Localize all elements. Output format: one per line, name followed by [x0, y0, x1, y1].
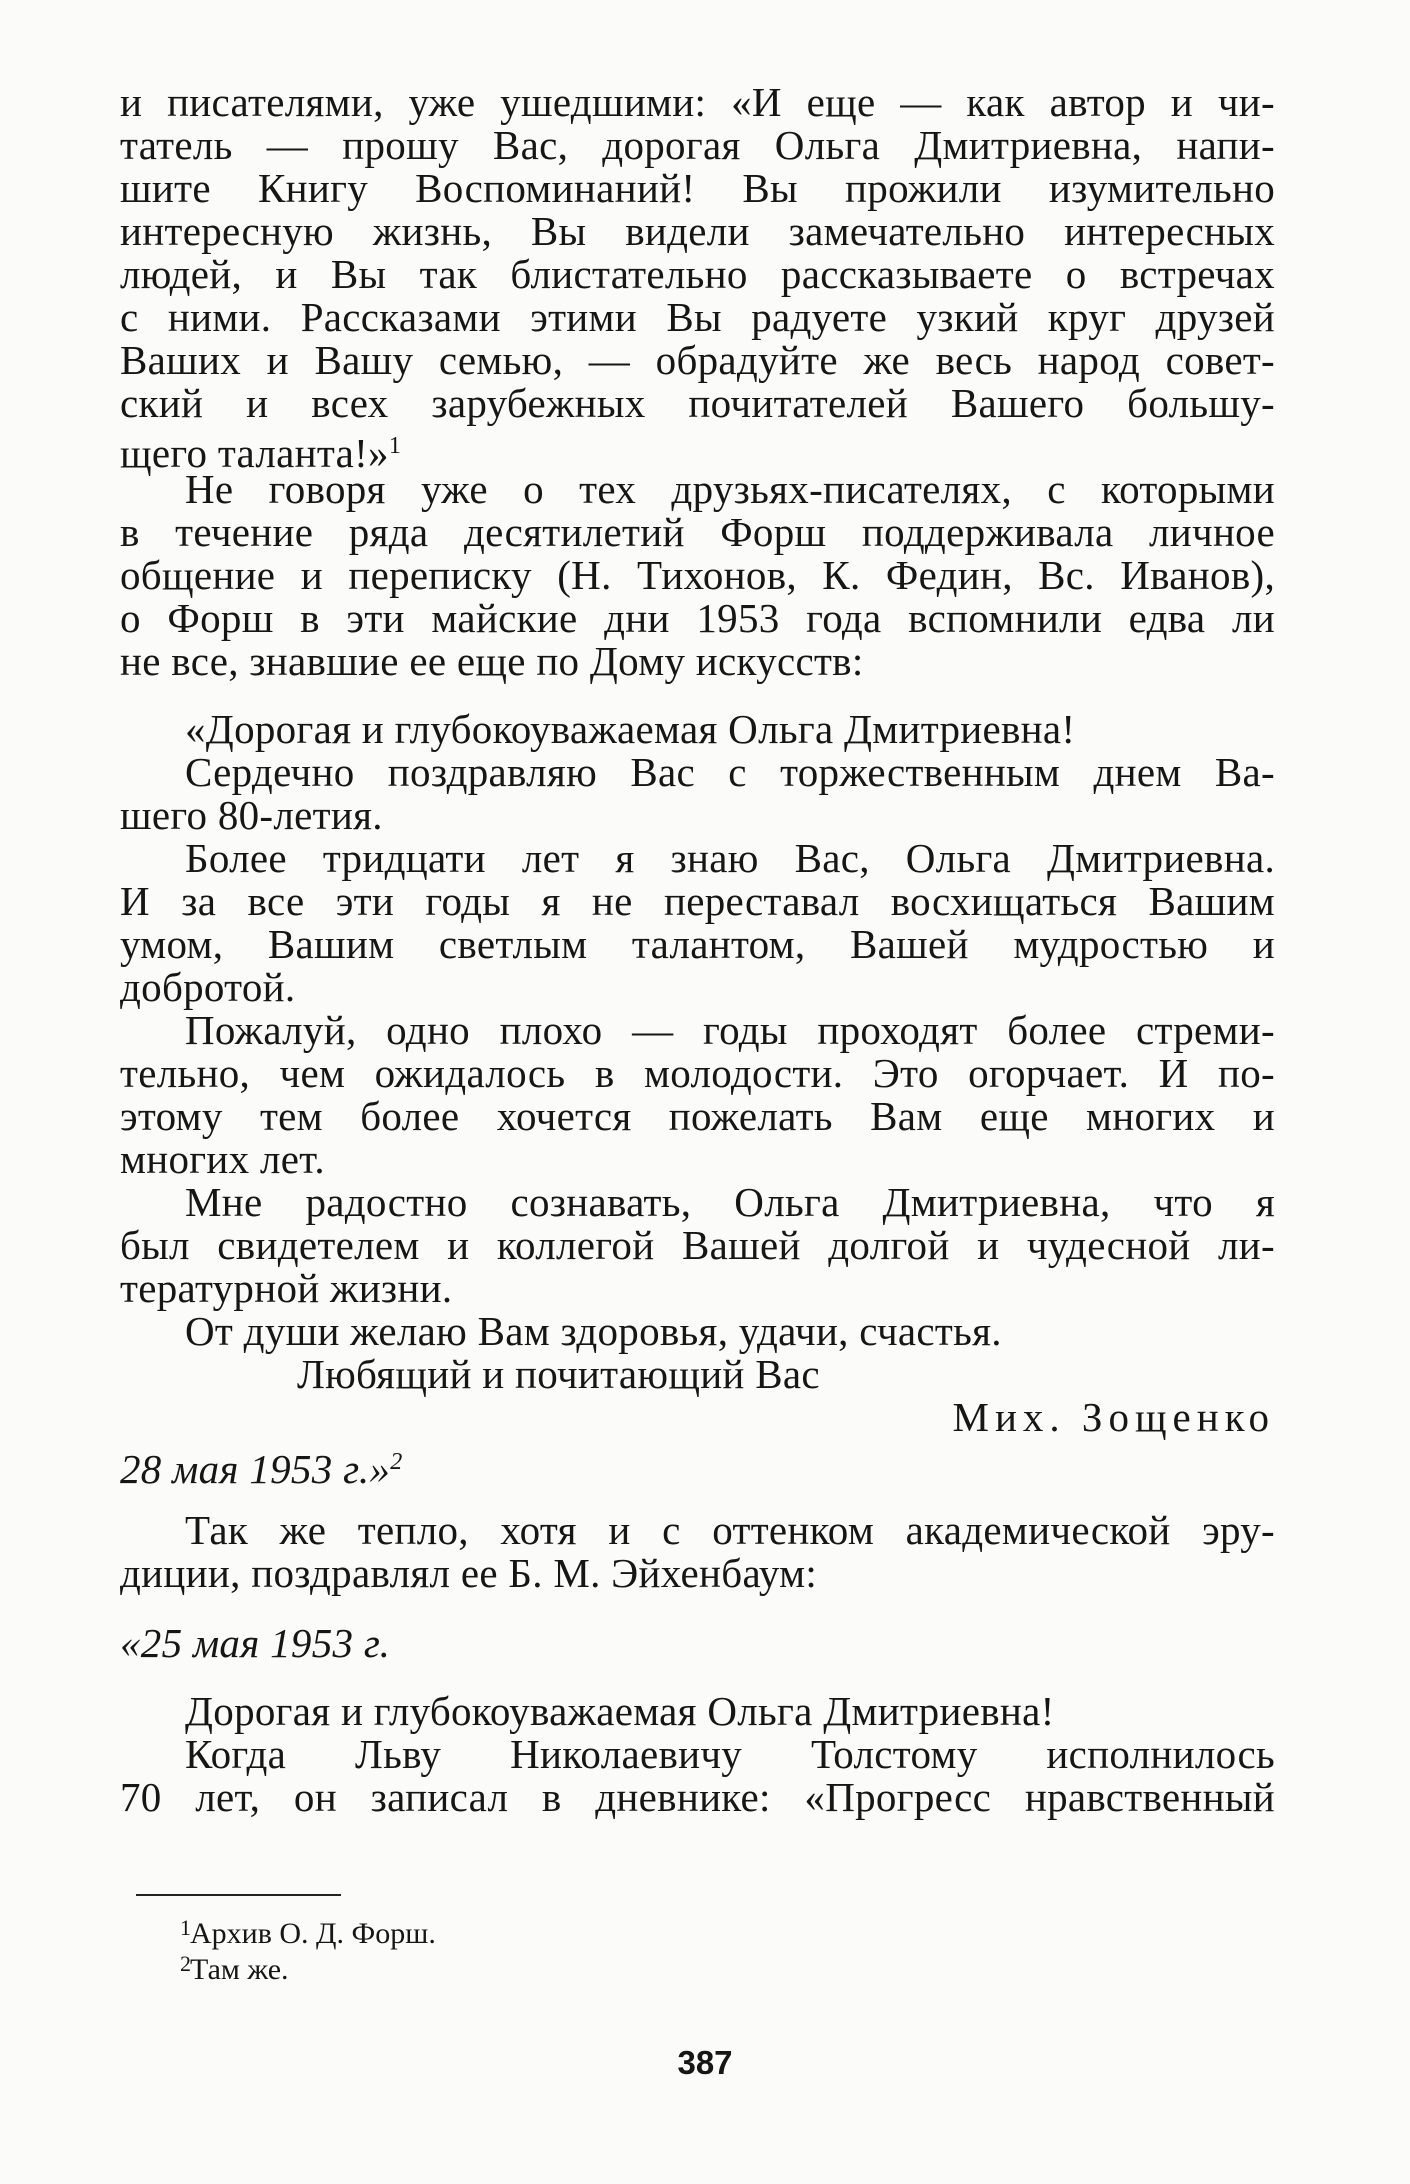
- text-line: шего 80-летия.: [120, 792, 383, 838]
- text-line: о Форш в эти майские дни 1953 года вспомнили едва ли: [120, 595, 1275, 641]
- letter-signature: Мих. Зощенко: [952, 1394, 1275, 1440]
- text-line: диции, поздравлял ее Б. М. Эйхенбаум:: [120, 1550, 818, 1596]
- footnote-marker-1: 1: [388, 433, 402, 459]
- footnote-number: 2: [180, 1951, 191, 1976]
- text-line: с ними. Рассказами этими Вы радуете узкий круг друзей: [120, 294, 1275, 340]
- text-line: в течение ряда десятилетий Форш поддерживала личное: [120, 509, 1275, 555]
- footnote-text: Там же.: [190, 1953, 289, 1986]
- letter-closing: Любящий и почитающий Вас: [297, 1351, 820, 1397]
- letter-date: [120, 1440, 1275, 1491]
- letter-date-text: 28 мая 1953 г.»: [120, 1446, 391, 1492]
- letter-closing-wish: От души желаю Вам здоровья, удачи, счастья.: [185, 1308, 1002, 1354]
- text-line: интересную жизнь, Вы видели замечательно интересных: [120, 208, 1275, 254]
- paragraph-first-line: Пожалуй, одно плохо — годы проходят более стреми-: [185, 1007, 1275, 1053]
- footnote-text: Архив О. Д. Форш.: [190, 1917, 436, 1950]
- page-number: 387: [677, 2044, 733, 2081]
- paragraph-first-line: Сердечно поздравляю Вас с торжественным днем Ва-: [185, 749, 1275, 795]
- text-line: был свидетелем и коллегой Вашей долгой и чудесной ли-: [120, 1222, 1275, 1268]
- letter-salutation: «Дорогая и глубокоуважаемая Ольга Дмитриевна!: [185, 706, 1076, 752]
- text-line: многих лет.: [120, 1136, 325, 1182]
- text-line-content: щего таланта!»: [120, 430, 389, 476]
- text-line: 70 лет, он записал в дневнике: «Прогресс нравственный: [120, 1774, 1275, 1820]
- letter-salutation: Дорогая и глубокоуважаемая Ольга Дмитриевна!: [185, 1688, 1055, 1734]
- text-line: тельно, чем ожидалось в молодости. Это огорчает. И по-: [120, 1050, 1275, 1096]
- text-line: и писателями, уже ушедшими: «И еще — как автор и чи-: [120, 79, 1275, 125]
- text-line: Ваших и Вашу семью, — обрадуйте же весь народ совет-: [120, 337, 1275, 383]
- text-line: людей, и Вы так блистательно рассказываете о встречах: [120, 251, 1275, 297]
- text-line: добротой.: [120, 964, 296, 1010]
- paragraph-first-line: Когда Льву Николаевичу Толстому исполнилось: [185, 1731, 1275, 1777]
- footnote-number: 1: [180, 1915, 191, 1940]
- text-line: не все, знавшие ее еще по Дому искусств:: [120, 638, 864, 684]
- text-line: татель — прошу Вас, дорогая Ольга Дмитриевна, напи-: [120, 122, 1275, 168]
- footnote-divider: [136, 1894, 341, 1896]
- text-line: общение и переписку (Н. Тихонов, К. Федин, Вс. Иванов),: [120, 552, 1275, 598]
- footnote: [180, 1915, 436, 1951]
- footnote-marker-2: 2: [390, 1449, 403, 1475]
- paragraph-first-line: Более тридцати лет я знаю Вас, Ольга Дмитриевна.: [185, 835, 1275, 881]
- text-line: шите Книгу Воспоминаний! Вы прожили изумительно: [120, 165, 1275, 211]
- paragraph-first-line: Не говоря уже о тех друзьях-писателях, с которыми: [185, 466, 1275, 512]
- paragraph-first-line: Так же тепло, хотя и с оттенком академической эру-: [185, 1507, 1275, 1553]
- footnote: [180, 1951, 289, 1987]
- text-line: умом, Вашим светлым талантом, Вашей мудростью и: [120, 921, 1275, 967]
- text-line: тературной жизни.: [120, 1265, 453, 1311]
- paragraph-first-line: Мне радостно сознавать, Ольга Дмитриевна, что я: [185, 1179, 1275, 1225]
- text-line: ский и всех зарубежных почитателей Вашего большу-: [120, 380, 1275, 426]
- text-line: этому тем более хочется пожелать Вам еще многих и: [120, 1093, 1275, 1139]
- text-line: И за все эти годы я не переставал восхищаться Вашим: [120, 878, 1275, 924]
- letter-date: «25 мая 1953 г.: [120, 1620, 391, 1666]
